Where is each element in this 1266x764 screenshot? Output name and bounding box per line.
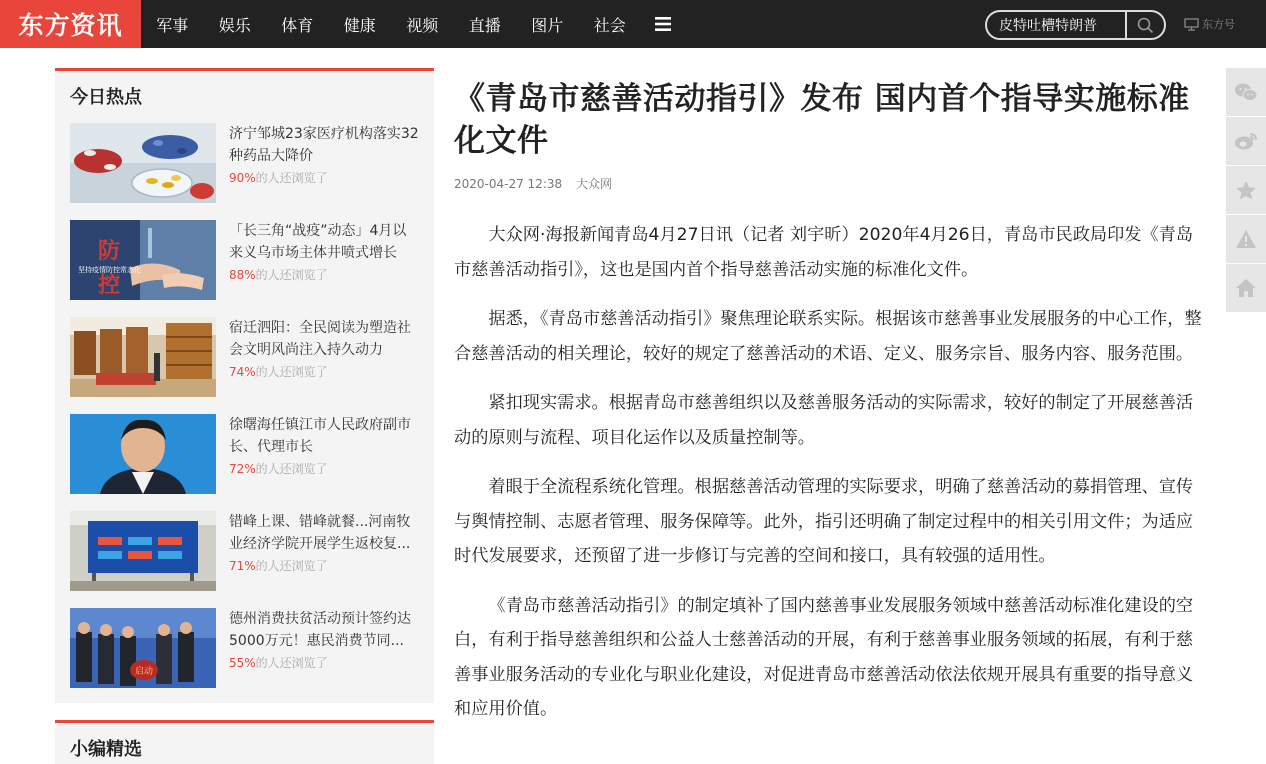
news-title[interactable]: 错峰上课、错峰就餐...河南牧业经济学院开展学生返校复...	[229, 514, 411, 552]
left-sidebar	[55, 68, 434, 764]
news-title[interactable]: 德州消费扶贫活动预计签约达5000万元！惠民消费节同...	[229, 611, 411, 649]
list-item[interactable]	[70, 220, 419, 317]
nav-item-pictures[interactable]: 图片	[531, 15, 564, 35]
article-body	[454, 218, 1209, 727]
news-thumbnail[interactable]	[70, 414, 216, 494]
share-weibo-button[interactable]	[1226, 117, 1266, 165]
share-wechat-button[interactable]	[1226, 68, 1266, 116]
dongfanghao-label: 东方号	[1202, 18, 1235, 31]
news-title[interactable]: 「长三角“战疫”动态」4月以来义乌市场主体井喷式增长	[229, 223, 407, 261]
nav-item-entertainment[interactable]: 娱乐	[218, 15, 251, 35]
site-logo[interactable]: 东方资讯	[0, 0, 141, 48]
share-bar	[1226, 68, 1266, 313]
news-thumbnail[interactable]	[70, 608, 216, 688]
article-datetime: 2020-04-27 12:38	[454, 177, 563, 191]
news-title[interactable]: 宿迁泗阳：全民阅读为塑造社会文明风尚注入持久动力	[229, 320, 411, 358]
news-meta: 90%的人还浏览了	[229, 171, 328, 185]
news-meta: 71%的人还浏览了	[229, 559, 328, 573]
nav-item-sports[interactable]: 体育	[281, 15, 314, 35]
hot-news-title: 今日热点	[70, 87, 142, 108]
svg-text:启动: 启动	[135, 667, 154, 677]
top-navigation-bar	[0, 0, 1266, 48]
svg-text:坚持疫情防控常态化: 坚持疫情防控常态化	[78, 266, 141, 274]
news-title[interactable]: 济宁邹城23家医疗机构落实32种药品大降价	[229, 126, 419, 164]
report-button[interactable]	[1226, 215, 1266, 263]
hot-news-list	[70, 123, 419, 705]
nav-item-live[interactable]: 直播	[468, 15, 501, 35]
search-icon	[1137, 17, 1154, 34]
news-thumbnail[interactable]	[70, 220, 216, 300]
nav-item-video[interactable]: 视频	[406, 15, 439, 35]
news-thumbnail[interactable]	[70, 317, 216, 397]
weibo-icon	[1234, 131, 1258, 151]
list-item[interactable]	[70, 317, 419, 414]
article-meta	[454, 175, 1209, 192]
news-meta: 74%的人还浏览了	[229, 365, 328, 379]
svg-text:控: 控	[98, 272, 121, 298]
list-item[interactable]	[70, 511, 419, 608]
nav-item-health[interactable]: 健康	[343, 15, 376, 35]
list-item[interactable]	[70, 123, 419, 220]
article-paragraph: 着眼于全流程系统化管理。根据慈善活动管理的实际要求，明确了慈善活动的募捐管理、宣传与舆情控制、志愿者管理、服务保障等。此外，指引还明确了制定过程中的相关引用文件；为适应时代发展要求，还预留了进一步修订与完善的空间和接口，具有较强的适用性。	[454, 477, 1194, 566]
article-paragraph: 据悉，《青岛市慈善活动指引》聚焦理论联系实际。根据该市慈善事业发展服务的中心工作，整合慈善活动的相关理论，较好的规定了慈善活动的术语、定义、服务宗旨、服务内容、服务范围。	[454, 309, 1202, 364]
news-meta: 72%的人还浏览了	[229, 462, 328, 476]
news-meta: 88%的人还浏览了	[229, 268, 328, 282]
monitor-icon	[1184, 18, 1199, 31]
favorite-button[interactable]	[1226, 166, 1266, 214]
article-paragraph: 大众网·海报新闻青岛4月27日讯（记者 刘宇昕）2020年4月26日，青岛市民政局印发《青岛市慈善活动指引》，这也是国内首个指导慈善活动实施的标准化文件。	[454, 225, 1194, 280]
channel-nav	[141, 0, 685, 48]
article-title: 《青岛市慈善活动指引》发布 国内首个指导实施标准化文件	[454, 81, 1190, 159]
article-source[interactable]: 大众网	[575, 177, 612, 191]
menu-icon[interactable]	[641, 0, 685, 48]
nav-item-society[interactable]: 社会	[593, 15, 626, 35]
home-button[interactable]	[1226, 264, 1266, 312]
warning-icon	[1235, 229, 1257, 249]
article-paragraph: 《青岛市慈善活动指引》的制定填补了国内慈善事业发展服务领域中慈善活动标准化建设的空白，有利于指导慈善组织和公益人士慈善活动的开展，有利于慈善事业服务领域的拓展，有利于慈善事业服务活动的专业化与职业化建设，对促进青岛市慈善活动依法依规开展具有重要的指导意义和应用价值。	[454, 595, 1194, 719]
dongfanghao-link[interactable]	[1184, 16, 1235, 32]
news-thumbnail[interactable]	[70, 511, 216, 591]
search-input[interactable]	[987, 12, 1125, 38]
list-item[interactable]	[70, 608, 419, 705]
news-title[interactable]: 徐曙海任镇江市人民政府副市长、代理市长	[229, 417, 411, 455]
editor-picks-panel	[55, 720, 434, 764]
news-meta: 55%的人还浏览了	[229, 656, 328, 670]
article	[454, 78, 1209, 742]
news-thumbnail[interactable]	[70, 123, 216, 203]
nav-item-military[interactable]: 军事	[156, 15, 189, 35]
hot-news-panel	[55, 68, 434, 703]
search-button[interactable]	[1125, 12, 1164, 38]
svg-text:防: 防	[98, 238, 121, 264]
editor-picks-title: 小编精选	[70, 739, 142, 760]
search-box	[985, 10, 1166, 40]
article-paragraph: 紧扣现实需求。根据青岛市慈善组织以及慈善服务活动的实际需求，较好的制定了开展慈善活动的原则与流程、项目化运作以及质量控制等。	[454, 393, 1194, 448]
wechat-icon	[1234, 81, 1258, 103]
home-icon	[1235, 278, 1257, 298]
list-item[interactable]	[70, 414, 419, 511]
star-icon	[1235, 180, 1257, 201]
